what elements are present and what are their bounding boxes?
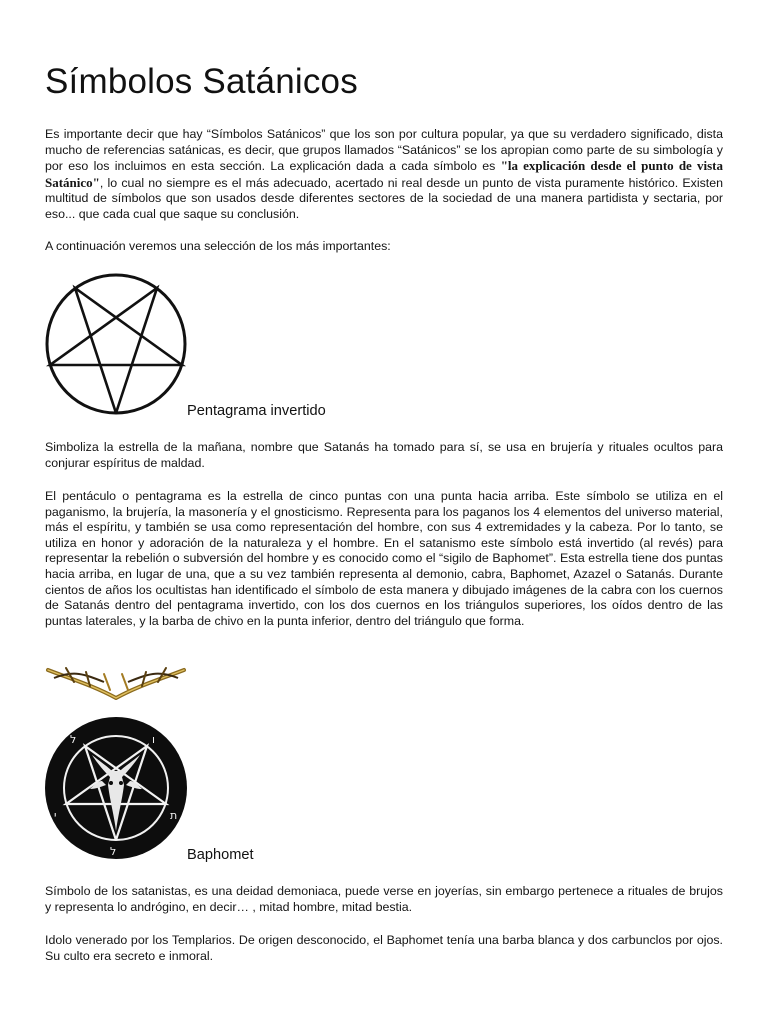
section-heading-baphomet: Baphomet: [187, 847, 254, 863]
intro-text-1: Es importante decir que hay “Símbolos Satánicos” que los son por cultura popular, ya que su verdadero significado, dista mucho de referencias satánicas, es decir, que grupos llamados “Satánicos” se los apropian como parte de su simbología y por eso los incluimos en esta sección. La explicación dada a cada símbolo es: [45, 127, 723, 174]
svg-text:י: י: [54, 809, 57, 822]
page-title: Símbolos Satánicos: [45, 62, 358, 101]
svg-text:ל: ל: [110, 845, 117, 858]
pentagram-paragraph-1: Simboliza la estrella de la mañana, nombre que Satanás ha tomado para sí, se usa en brujería y rituales ocultos para conjurar espíritus de maldad.: [45, 440, 723, 470]
pentagram-paragraph-2: El pentáculo o pentagrama es la estrella de cinco puntas con una punta hacia arriba. Este símbolo se utiliza en el paganismo, la brujería, la masonería y el gnosticismo. Representa para los paganos los 4 elementos del universo material, más el espíritu, y también se usa como representación del hombre, con sus 4 extremidades y la cabeza. Por lo tanto, se utiliza en honor y adoración de la naturaleza y el hombre. En el satanismo este símbolo está invertido (al revés) para representar la rebelión o subversión del hombre y es conocido como el “sigilo de Baphomet”. Esta estrella tiene dos puntas hacia arriba, en lugar de una, que a su vez también representa al demonio, cabra, Baphomet, Azazel o Satanás. Durante cientos de años los ocultistas han identificado el símbolo de esta manera y dibujado imágenes de la cabra con los cuernos de Satanás dentro del pentagrama invertido, con los dos cuernos en los triángulos superiores, los oídos dentro de las puntas laterales, y la barba de chivo en la punta inferior, dentro del triángulo que forma.: [45, 489, 723, 628]
svg-text:ל: ל: [70, 733, 77, 746]
inverted-pentagram-icon: [44, 271, 188, 417]
svg-text:ו: ו: [152, 733, 155, 746]
intro-bold-text: "la explicación desde el punto de vista Satánico": [45, 158, 723, 190]
ornamental-barbed-divider-icon: [44, 660, 188, 700]
section-heading-pentagram: Pentagrama invertido: [187, 403, 326, 419]
baphomet-paragraph-2: Idolo venerado por los Templarios. De origen desconocido, el Baphomet tenía una barba blanca y dos carbunclos por ojos. Su culto era secreto e inmoral.: [45, 933, 723, 963]
intro-text-2: , lo cual no siempre es el más adecuado, acertado ni real desde un punto de vista puramente histórico. Existen multitud de símbolos que son usados desde diferentes sectores de la sociedad de una manera partidista y sectaria, por eso... que cada cual que saque su conclusión.: [45, 175, 723, 221]
intro-paragraph: [45, 127, 723, 223]
baphomet-paragraph-1: Símbolo de los satanistas, es una deidad demoniaca, puede verse en joyerías, sin embargo pertenece a rituales de brujos y representa lo andrógino, en decir… , mitad hombre, mitad bestia.: [45, 884, 723, 914]
sigil-of-baphomet-icon: [44, 715, 188, 861]
lead-paragraph: A continuación veremos una selección de los más importantes:: [45, 239, 391, 253]
svg-text:ת: ת: [170, 809, 178, 822]
